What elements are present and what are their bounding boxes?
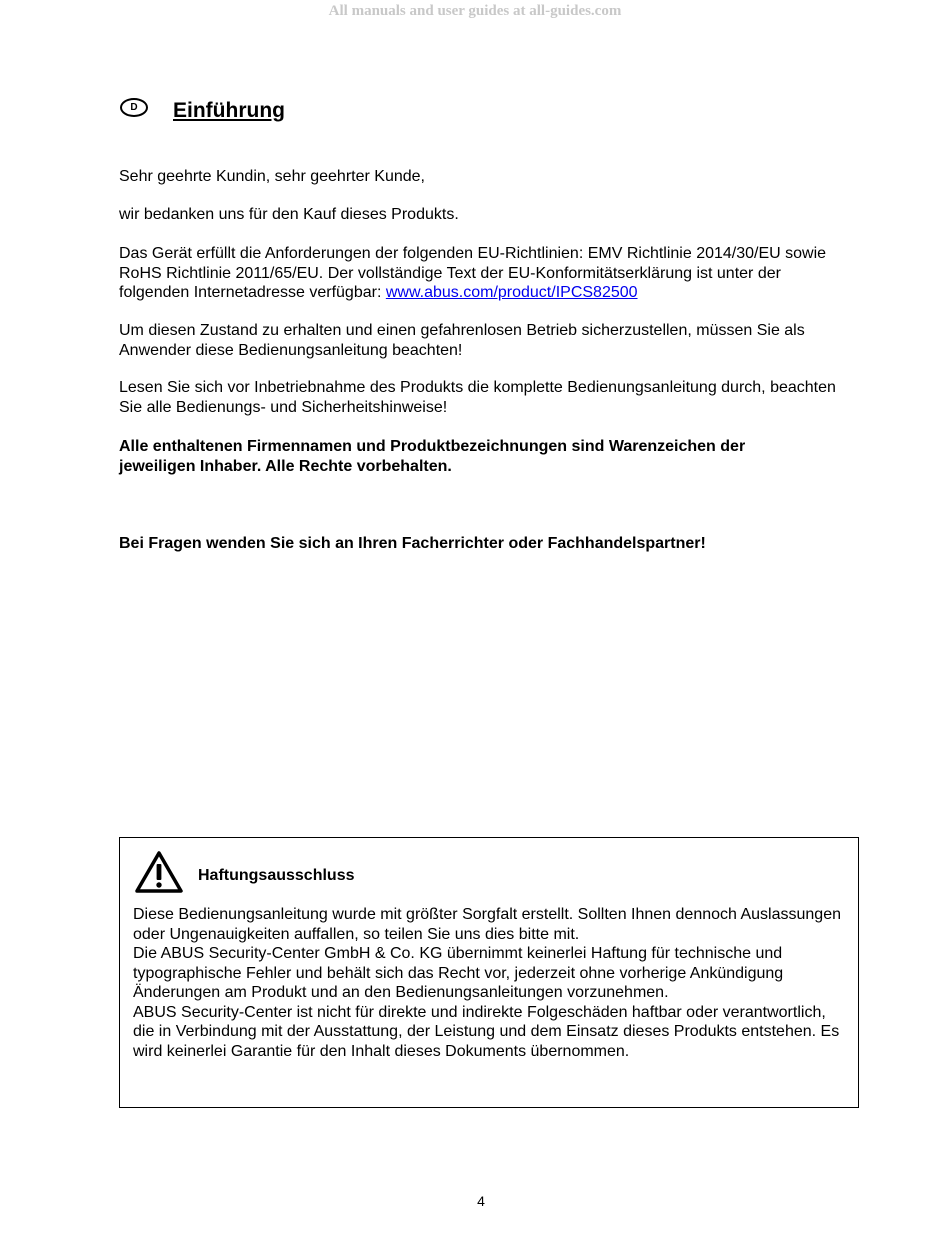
disclaimer-title: Haftungsausschluss bbox=[198, 867, 355, 884]
warning-triangle-icon bbox=[134, 850, 184, 894]
disclaimer-line: ABUS Security-Center ist nicht für direkte und indirekte Folgeschäden haftbar oder verantwortlich, die in Verbindung mit der Ausstattung, der Leistung und dem Einsatz dieses Produkts entstehen. Es wird keinerlei Garantie für den Inhalt dieses Dokuments übernommen. bbox=[133, 1003, 840, 1060]
watermark: All manuals and user guides at all-guides.com bbox=[328, 3, 622, 19]
read-manual-text: Lesen Sie sich vor Inbetriebnahme des Produkts die komplette Bedienungsanleitung durch, beachten Sie alle Bedienungs- und Sicherheitshinweise! bbox=[119, 379, 836, 416]
page-title: Einführung bbox=[173, 99, 285, 122]
disclaimer-line: Diese Bedienungsanleitung wurde mit größter Sorgfalt erstellt. Sollten Ihnen dennoch Auslassungen oder Ungenauigkeiten auffallen, so teilen Sie uns dies bitte mit. bbox=[133, 906, 841, 943]
thanks-text: wir bedanken uns für den Kauf dieses Produkts. bbox=[119, 206, 459, 223]
page-number: 4 bbox=[477, 1193, 485, 1209]
conformity-text: Das Gerät erfüllt die Anforderungen der folgenden EU-Richtlinien: EMV Richtlinie 2014/30/EU sowie RoHS Richtlinie 2011/65/EU. Der vollständige Text der EU-Konformitätserklärung ist unter der folgenden Internetadresse verfügbar: bbox=[119, 245, 827, 301]
safety-text: Um diesen Zustand zu erhalten und einen gefahrenlosen Betrieb sicherzustellen, müssen Sie als Anwender diese Bedienungsanleitung beachten! bbox=[119, 322, 805, 359]
questions-text: Bei Fragen wenden Sie sich an Ihren Facherrichter oder Fachhandelspartner! bbox=[119, 535, 706, 552]
disclaimer-line: Die ABUS Security-Center GmbH & Co. KG übernimmt keinerlei Haftung für technische und typographische Fehler und behält sich das Recht vor, jederzeit ohne vorherige Ankündigung Änderungen am Produkt und an den Bedienungsanleitungen vorzunehmen. bbox=[133, 945, 784, 1001]
salutation-text: Sehr geehrte Kundin, sehr geehrter Kunde, bbox=[119, 168, 425, 185]
product-link[interactable]: www.abus.com/product/IPCS82500 bbox=[385, 284, 638, 301]
language-badge: D bbox=[120, 98, 148, 117]
conformity-paragraph bbox=[119, 244, 854, 303]
trademarks-text: Alle enthaltenen Firmennamen und Produktbezeichnungen sind Warenzeichen der jeweiligen Inhaber. Alle Rechte vorbehalten. bbox=[119, 438, 746, 475]
disclaimer-box bbox=[119, 837, 859, 1108]
disclaimer-body bbox=[133, 905, 845, 1061]
